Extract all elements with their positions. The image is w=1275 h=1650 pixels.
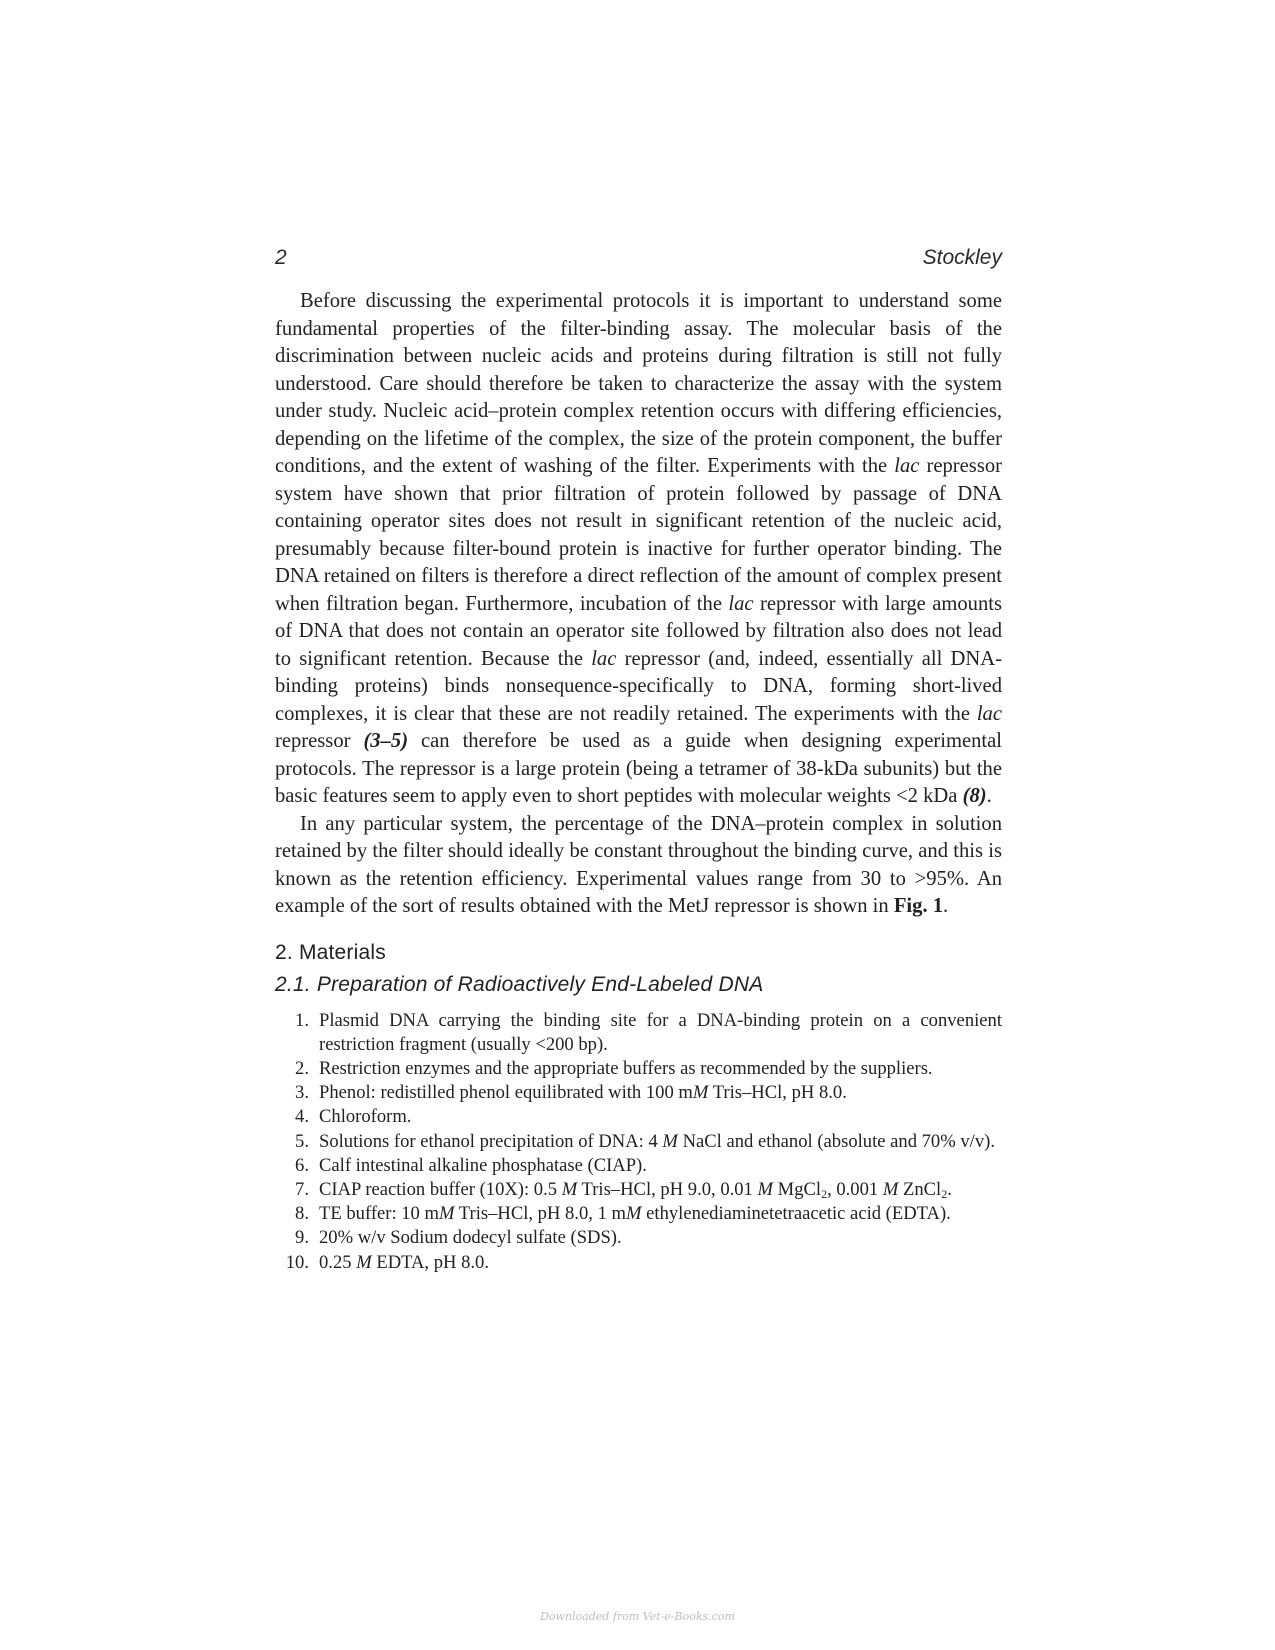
list-item: 8. TE buffer: 10 mM Tris–HCl, pH 8.0, 1 mM ethylenediaminetetraacetic acid (EDTA). [295, 1203, 951, 1225]
list-item: 5. Solutions for ethanol precipitation of DNA: 4 M NaCl and ethanol (absolute and 70% v/v). [295, 1130, 995, 1152]
list-item: 9. 20% w/v Sodium dodecyl sulfate (SDS). [295, 1227, 622, 1249]
list-item: 4. Chloroform. [295, 1106, 412, 1128]
citation: (3–5) [363, 730, 409, 752]
list-item: 6. Calf intestinal alkaline phosphatase (CIAP). [295, 1154, 647, 1176]
page [275, 240, 1002, 1293]
body-text [275, 288, 1002, 921]
paragraph-retention-basis: Before discussing the experimental protocols it is important to understand some fundamental properties of the filter-binding assay. The molecular basis of the discrimination between nucleic acids and proteins during filtration is still not fully understood. Care should therefore be taken to characterize the assay with the system under study. Nucleic acid–protein complex retention occurs with differing efficiencies, depending on the lifetime of the complex, the size of the protein component, the buffer conditions, and the extent of washing of the filter. Experiments with the lac repressor system have shown that prior filtration of protein followed by passage of DNA containing operator sites does not result in significant retention of the nucleic acid, presumably because filter-bound protein is inactive for further operator binding. The DNA retained on filters is therefore a direct reflection of the amount of complex present when filtration began. Furthermore, incubation of the lac repressor with large amounts of DNA that does not contain an operator site followed by filtration also does not lead to significant retention. Because the lac repressor (and, indeed, essentially all DNA-binding proteins) binds nonsequence-specifically to DNA, forming short-lived complexes, it is clear that these are not readily retained. The experiments with the lac repressor (3–5) can therefore be used as a guide when designing experimental protocols. The repressor is a large protein (being a tetramer of 38-kDa subunits) but the basic features seem to apply even to short peptides with molecular weights <2 kDa (8). [275, 290, 1002, 807]
list-item: 2. Restriction enzymes and the appropriate buffers as recommended by the suppliers. [295, 1057, 933, 1079]
gene-name-lac: lac [894, 455, 920, 477]
gene-name-lac: lac [591, 647, 617, 670]
list-item: 1. Plasmid DNA carrying the binding site for a DNA-binding protein on a convenient restriction fragment (usually <200 bp). [295, 1009, 1002, 1055]
list-item: 7. CIAP reaction buffer (10X): 0.5 M Tris–HCl, pH 9.0, 0.01 M MgCl$_2$, 0.001 M ZnCl$_2$. [295, 1178, 952, 1201]
download-watermark: Downloaded from Vet-e-Books.com [540, 1610, 735, 1623]
figure-reference: Fig. 1 [893, 895, 944, 917]
list-item: 3. Phenol: redistilled phenol equilibrated with 100 mM Tris–HCl, pH 8.0. [295, 1082, 847, 1104]
subsection-heading: 2.1. Preparation of Radioactively End-Labeled DNA [275, 972, 764, 996]
gene-name-lac: lac [728, 592, 754, 615]
running-head [275, 240, 1002, 274]
gene-name-lac: lac [976, 702, 1002, 725]
running-head-author: Stockley [922, 246, 1002, 269]
section-heading: 2. Materials [275, 940, 386, 964]
paragraph-retention-efficiency: In any particular system, the percentage of the DNA–protein complex in solution retained by the filter should ideally be constant throughout the binding curve, and this is known as the retention efficiency. Experimental values range from 30 to >95%. An example of the sort of results obtained with the MetJ repressor is shown in Fig. 1. [275, 812, 1002, 917]
materials-list [275, 1009, 1002, 1275]
page-number: 2 [275, 246, 287, 269]
citation: (8) [962, 785, 987, 807]
list-item: 10. 0.25 M EDTA, pH 8.0. [285, 1251, 489, 1273]
